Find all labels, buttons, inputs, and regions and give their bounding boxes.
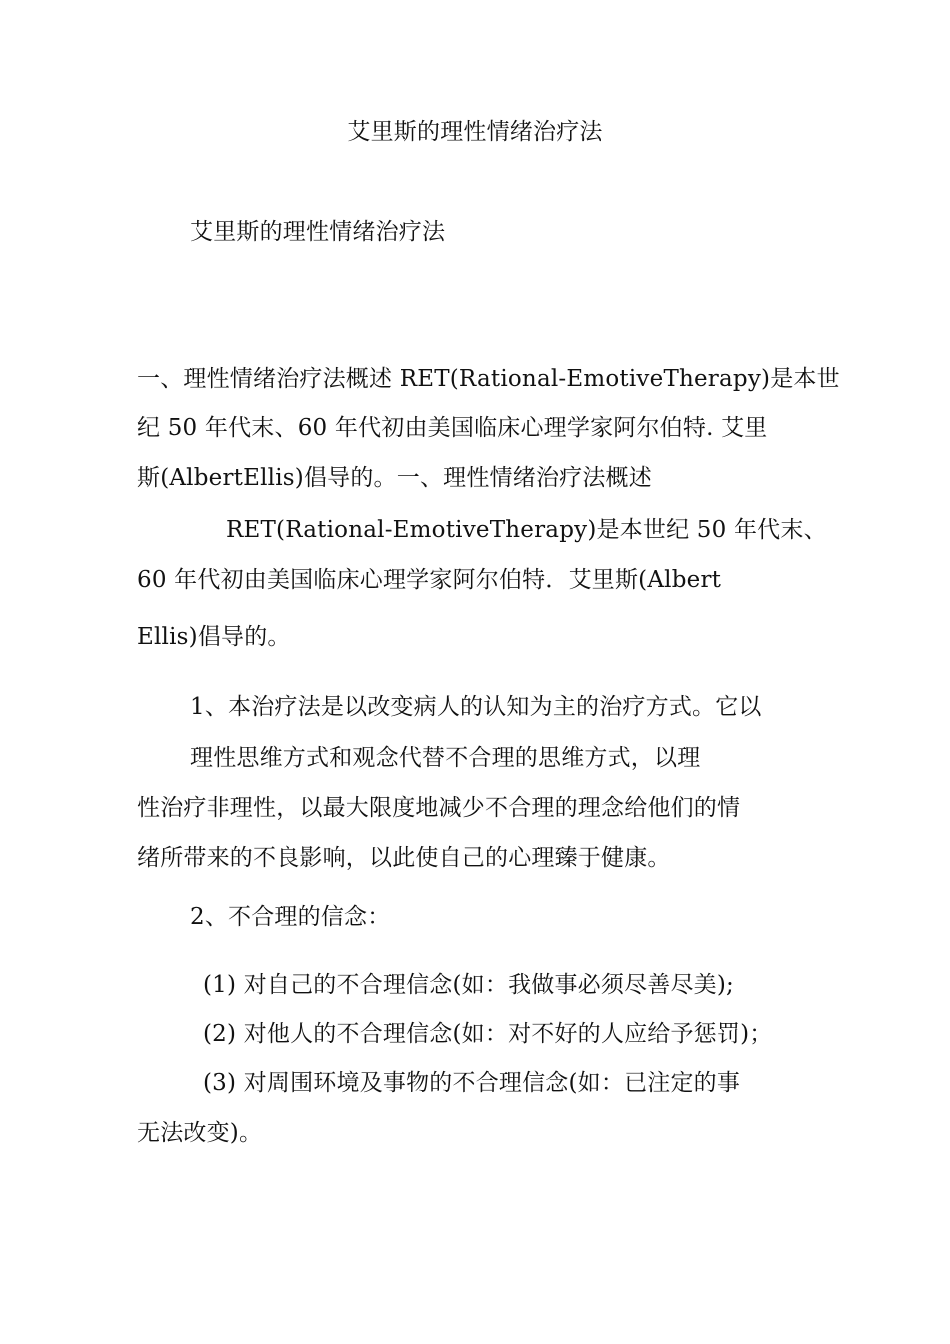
belief-item-1: (1) 对自己的不合理信念(如：我做事必须尽善尽美); xyxy=(203,972,734,998)
intro-line-5: 60 年代初由美国临床心理学家阿尔伯特．艾里斯(Albert xyxy=(137,567,722,593)
belief-item-3: (3) 对周围环境及事物的不合理信念(如：已注定的事 xyxy=(203,1070,741,1096)
belief-item-2: (2) 对他人的不合理信念(如：对不好的人应给予惩罚)； xyxy=(203,1021,773,1047)
intro-line-3: 斯(AlbertEllis)倡导的。一、理性情绪治疗法概述 xyxy=(137,465,652,491)
point-2-heading: 2、不合理的信念： xyxy=(190,904,391,930)
document-subtitle: 艾里斯的理性情绪治疗法 xyxy=(190,219,446,245)
belief-item-3-continuation: 无法改变)。 xyxy=(137,1120,263,1146)
intro-line-4: RET(Rational-EmotiveTherapy)是本世纪 50 年代末、 xyxy=(226,517,827,543)
point-1-line-2: 理性思维方式和观念代替不合理的思维方式，以理 xyxy=(190,745,701,771)
point-1-line-4: 绪所带来的不良影响，以此使自己的心理臻于健康。 xyxy=(137,845,671,871)
point-1-line-1: 1、本治疗法是以改变病人的认知为主的治疗方式。它以 xyxy=(190,694,762,720)
intro-line-1: 一、理性情绪治疗法概述 RET(Rational-EmotiveTherapy)是本世 xyxy=(137,366,840,392)
intro-line-2: 纪 50 年代末、60 年代初由美国临床心理学家阿尔伯特. 艾里 xyxy=(137,415,768,441)
point-1-line-3: 性治疗非理性，以最大限度地减少不合理的理念给他们的情 xyxy=(137,795,741,821)
document-title: 艾里斯的理性情绪治疗法 xyxy=(347,119,603,145)
intro-line-6: Ellis)倡导的。 xyxy=(137,624,291,650)
